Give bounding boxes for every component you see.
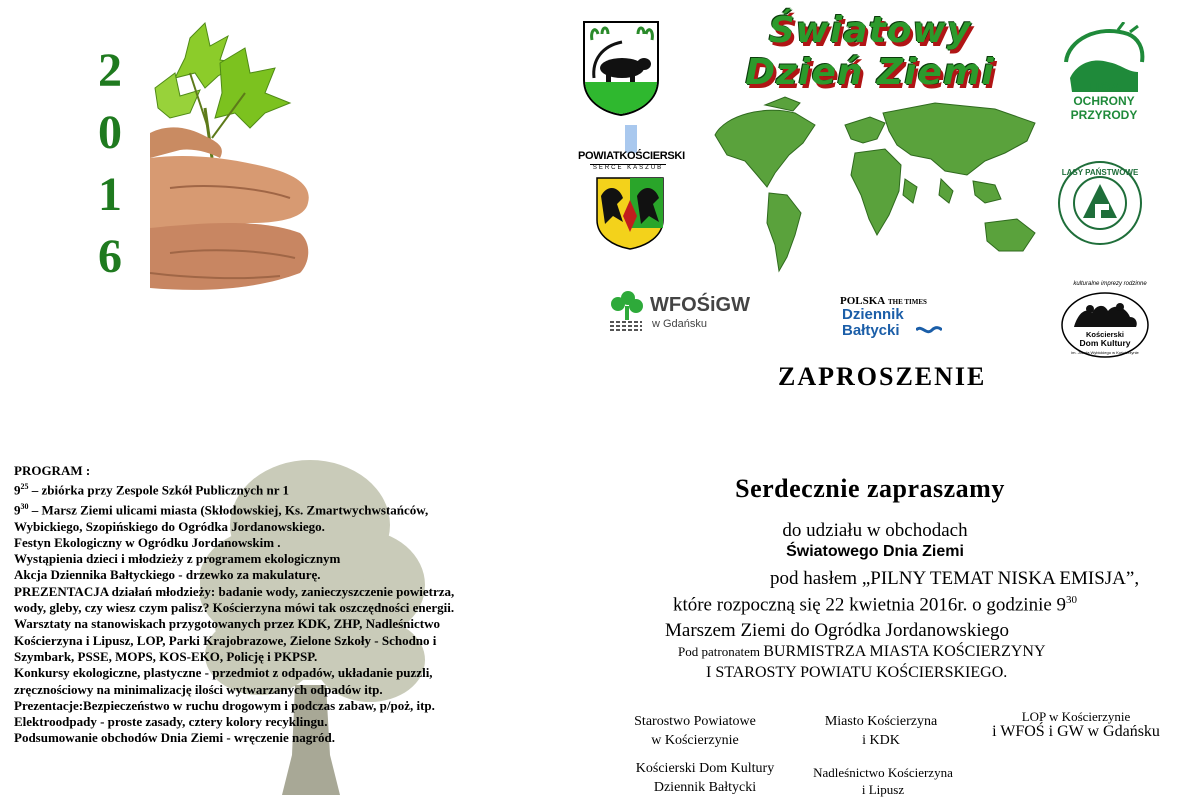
- wfosigw-tree-icon: [606, 290, 646, 332]
- liga-line-2: OCHRONY: [1073, 94, 1135, 108]
- program-line: Festyn Ekologiczny w Ogródku Jordanowskim .: [14, 534, 281, 550]
- program-line: Prezentacje:Bezpieczeństwo w ruchu drogowym i podczas zabaw, p/poż, itp.: [14, 697, 435, 713]
- kdk-logo-text: [1062, 330, 1148, 357]
- dziennik-polska: POLSKA: [840, 295, 886, 307]
- powiat-bear-crest-icon: [582, 20, 660, 116]
- hands-with-seedling-image: [150, 18, 312, 303]
- dziennik-title: [842, 307, 904, 339]
- year-digit: 6: [98, 230, 122, 283]
- invitation-line-3: pod hasłem „PILNY TEMAT NISKA EMISJA”,: [770, 568, 1140, 589]
- kdk-line-3: im. Józefa Wybickiego w Kościerzynie: [1071, 350, 1139, 355]
- invitation-heading: ZAPROSZENIE: [778, 362, 987, 391]
- program-section: [14, 463, 554, 747]
- program-line: Wystąpienia dzieci i młodzieży z programem ekologicznym: [14, 551, 341, 567]
- organizer-nadlesnictwo: Nadleśnictwo Kościerzyna i Lipusz: [813, 765, 953, 797]
- kdk-line-1: Kościerski: [1086, 330, 1124, 339]
- invitation-line-7: I STAROSTY POWIATU KOŚCIERSKIEGO.: [706, 664, 1008, 681]
- powiat-name: POWIATKOŚCIERSKI: [578, 150, 685, 162]
- dziennik-wave-icon: [916, 322, 942, 336]
- program-line: zręcznościowy na minimalizację ilości wytwarzanych odpadów itp.: [14, 681, 383, 697]
- lasy-logo-text: LASY PAŃSTWOWE: [1061, 168, 1139, 177]
- organizer-lop: LOP w Kościerzynie i WFOŚ i GW w Gdańsku: [992, 709, 1160, 739]
- program-line: Warsztaty na stanowiskach przygotowanych przez KDK, ZHP, Nadleśnictwo: [14, 616, 440, 632]
- organizer-miasto: Miasto Kościerzyna i KDK: [824, 714, 938, 748]
- year-column: [92, 40, 128, 288]
- year-digit: 0: [98, 106, 122, 159]
- invitation-line-5: Marszem Ziemi do Ogródka Jordanowskiego: [665, 620, 1010, 641]
- year-digit: 1: [98, 168, 122, 221]
- program-item: $9^{30}$ – Marsz Ziemi ulicami miasta (Skłodowskiej, Ks. Zmartwychwstańców,: [14, 501, 429, 518]
- title-line-1: Światowy: [768, 10, 972, 51]
- kdk-tagline: kulturalne imprezy rodzinne: [1073, 281, 1147, 287]
- invitation-line-6: Pod patronatem BURMISTRZA MIASTA KOŚCIERZYNY: [678, 643, 1046, 660]
- program-item: $9^{25}$ – zbiórka przy Zespole Szkół Publicznych nr 1: [14, 482, 289, 498]
- powiat-subtitle: SERCE KASZUB: [590, 164, 666, 171]
- dziennik-line-2: Bałtycki: [842, 322, 900, 339]
- program-line: Wybickiego, Szopińskiego do Ogródka Jordanowskiego.: [14, 518, 325, 534]
- divider-bar: [625, 125, 637, 153]
- year-digit: 2: [98, 44, 122, 97]
- program-header: PROGRAM :: [14, 463, 91, 478]
- invitation-line-1: do udziału w obchodach: [782, 520, 968, 541]
- invitation-line-4: które rozpoczną się 22 kwietnia 2016r. o godzinie $9^{30}$: [672, 594, 1078, 616]
- wfosigw-name: WFOŚiGW: [650, 294, 750, 316]
- world-map-image: [705, 95, 1050, 280]
- program-line: Akcja Dziennika Bałtyckiego - drzewko za makulaturę.: [14, 567, 321, 583]
- program-line: Podsumowanie obchodów Dnia Ziemi - wręczenie nagród.: [14, 730, 336, 746]
- program-line: PREZENTACJA działań młodzieży: badanie wody, zanieczyszczenie powietrza,: [14, 583, 455, 599]
- dziennik-line-1: Dziennik: [842, 306, 904, 323]
- koscierzyna-crest-icon: [595, 176, 665, 250]
- program-line: Szymbark, PSSE, MOPS, KOS-EKO, Policję i PKPSP.: [14, 648, 318, 664]
- program-line: Elektroodpady - proste zasady, cztery kolory recyklingu.: [14, 714, 328, 730]
- event-title: [700, 10, 1040, 94]
- liga-line-3: PRZYRODY: [1070, 108, 1138, 122]
- organizer-kdk: Kościerski Dom Kultury Dziennik Bałtycki: [635, 761, 775, 795]
- invitation-greeting: Serdecznie zapraszamy: [735, 474, 1005, 503]
- program-line: wody, gleby, czy wiesz czym palisz? Kościerzyna mówi tak oszczędności energii.: [14, 600, 455, 616]
- liga-logo-text: [1058, 80, 1150, 122]
- title-line-2: Dzień Ziemi: [745, 52, 995, 93]
- kdk-line-2: Dom Kultury: [1079, 338, 1131, 348]
- invitation-line-2: Światowego Dnia Ziemi: [786, 543, 964, 560]
- liga-line-1: LIGA: [1087, 79, 1121, 95]
- program-line: Konkursy ekologiczne, plastyczne - przedmiot z odpadów, układanie puzzli,: [14, 665, 433, 681]
- organizer-starostwo: Starostwo Powiatowe w Kościerzynie: [634, 714, 756, 748]
- program-line: Kościerzyna i Lipusz, LOP, Parki Krajobrazowe, Zielone Szkoły - Schodno i: [14, 632, 437, 648]
- dziennik-times: THE TIMES: [887, 298, 927, 306]
- wfosigw-subtitle: w Gdańsku: [652, 318, 708, 330]
